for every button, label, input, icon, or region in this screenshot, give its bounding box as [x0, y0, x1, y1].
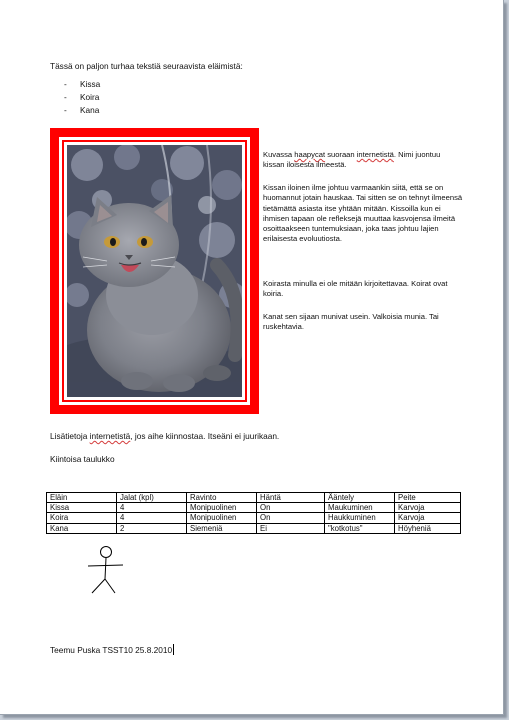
p3-text: Koirasta minulla ei ole mitään kirjoitettavaa. Koirat ovat koiria.	[263, 279, 448, 299]
table-cell[interactable]: Haukkuminen	[325, 513, 395, 523]
more-info-line	[50, 431, 279, 442]
table-cell[interactable]: Koira	[47, 513, 117, 523]
table-cell[interactable]: Höyheniä	[395, 523, 461, 533]
spellcheck-word: internetistä	[356, 150, 394, 159]
table-cell[interactable]: Siemeniä	[187, 523, 257, 533]
animal-table[interactable]	[46, 492, 461, 534]
paragraph-chicken	[263, 312, 463, 333]
list-item	[50, 78, 100, 91]
p1-text-end: . Nimi juontuu kissan iloisesta ilmeestä.	[263, 150, 441, 170]
animal-koira: Koira	[80, 92, 100, 102]
p1-text-middle: suoraan	[325, 150, 357, 159]
table-cell[interactable]: On	[257, 513, 325, 523]
table-row	[47, 503, 461, 513]
table-cell[interactable]: Karvoja	[395, 513, 461, 523]
list-item	[50, 104, 100, 117]
text-cursor	[173, 644, 174, 655]
table-cell[interactable]: On	[257, 503, 325, 513]
footer-signature[interactable]	[50, 644, 174, 656]
more-info-end: , jos aihe kiinnostaa. Itseäni ei juurikaan.	[130, 431, 280, 441]
spellcheck-word: haapycat	[294, 150, 326, 159]
paragraph-dog	[263, 279, 463, 300]
table-cell[interactable]: Monipuolinen	[187, 503, 257, 513]
table-cell[interactable]: "kotkotus"	[325, 523, 395, 533]
table-cell[interactable]: Maukuminen	[325, 503, 395, 513]
bullet-dash: -	[64, 79, 67, 89]
intro-text: Tässä on paljon turhaa tekstiä seuraavista eläimistä:	[50, 61, 243, 71]
table-cell[interactable]: Kana	[47, 523, 117, 533]
table-cell[interactable]: 4	[117, 513, 187, 523]
animal-kana: Kana	[80, 105, 100, 115]
table-cell[interactable]: 4	[117, 503, 187, 513]
table-row	[47, 523, 461, 533]
spellcheck-word: internetistä	[89, 431, 131, 441]
table-row	[47, 513, 461, 523]
table-cell[interactable]: Monipuolinen	[187, 513, 257, 523]
stick-figure-drawing[interactable]	[84, 543, 128, 599]
header-cell[interactable]: Peite	[395, 493, 461, 503]
header-cell[interactable]: Eläin	[47, 493, 117, 503]
cat-picture-frame[interactable]	[50, 128, 259, 414]
p1-text-start: Kuvassa	[263, 150, 295, 159]
table-caption: Kiintoisa taulukko	[50, 454, 115, 464]
bullet-dash: -	[64, 105, 67, 115]
table-cell[interactable]: Kissa	[47, 503, 117, 513]
header-cell[interactable]: Häntä	[257, 493, 325, 503]
table-cell[interactable]: 2	[117, 523, 187, 533]
animal-list	[50, 78, 100, 117]
list-item	[50, 91, 100, 104]
animal-kissa: Kissa	[80, 79, 101, 89]
header-cell[interactable]: Ääntely	[325, 493, 395, 503]
header-cell[interactable]: Jalat (kpl)	[117, 493, 187, 503]
p2-text: Kissan iloinen ilme johtuu varmaankin siitä, että se on huomannut jotain hauskaa. Tai sitten se on tehnyt ilmeensä tietämättä asiasta itse yhtään mitään. Kissoilla kun ei ihmisen tapaan ole refleksejä muuttaa kasvojensa ilmeitä osoittaakseen tuntemuksiaan, joka taas johtuu lajien erilaisesta evoluutiosta.	[263, 183, 463, 244]
bullet-dash: -	[64, 92, 67, 102]
header-cell[interactable]: Ravinto	[187, 493, 257, 503]
p4-text: Kanat sen sijaan munivat usein. Valkoisia munia. Tai ruskehtavia.	[263, 312, 439, 332]
footer-text: Teemu Puska TSST10 25.8.2010	[50, 645, 173, 655]
table-header-row	[47, 493, 461, 503]
table-cell[interactable]: Karvoja	[395, 503, 461, 513]
paragraph-cat-expression	[263, 183, 463, 245]
more-info-start: Lisätietoja	[50, 431, 90, 441]
paragraph-happycat	[263, 150, 463, 171]
cat-photo	[67, 145, 242, 397]
table-cell[interactable]: Ei	[257, 523, 325, 533]
